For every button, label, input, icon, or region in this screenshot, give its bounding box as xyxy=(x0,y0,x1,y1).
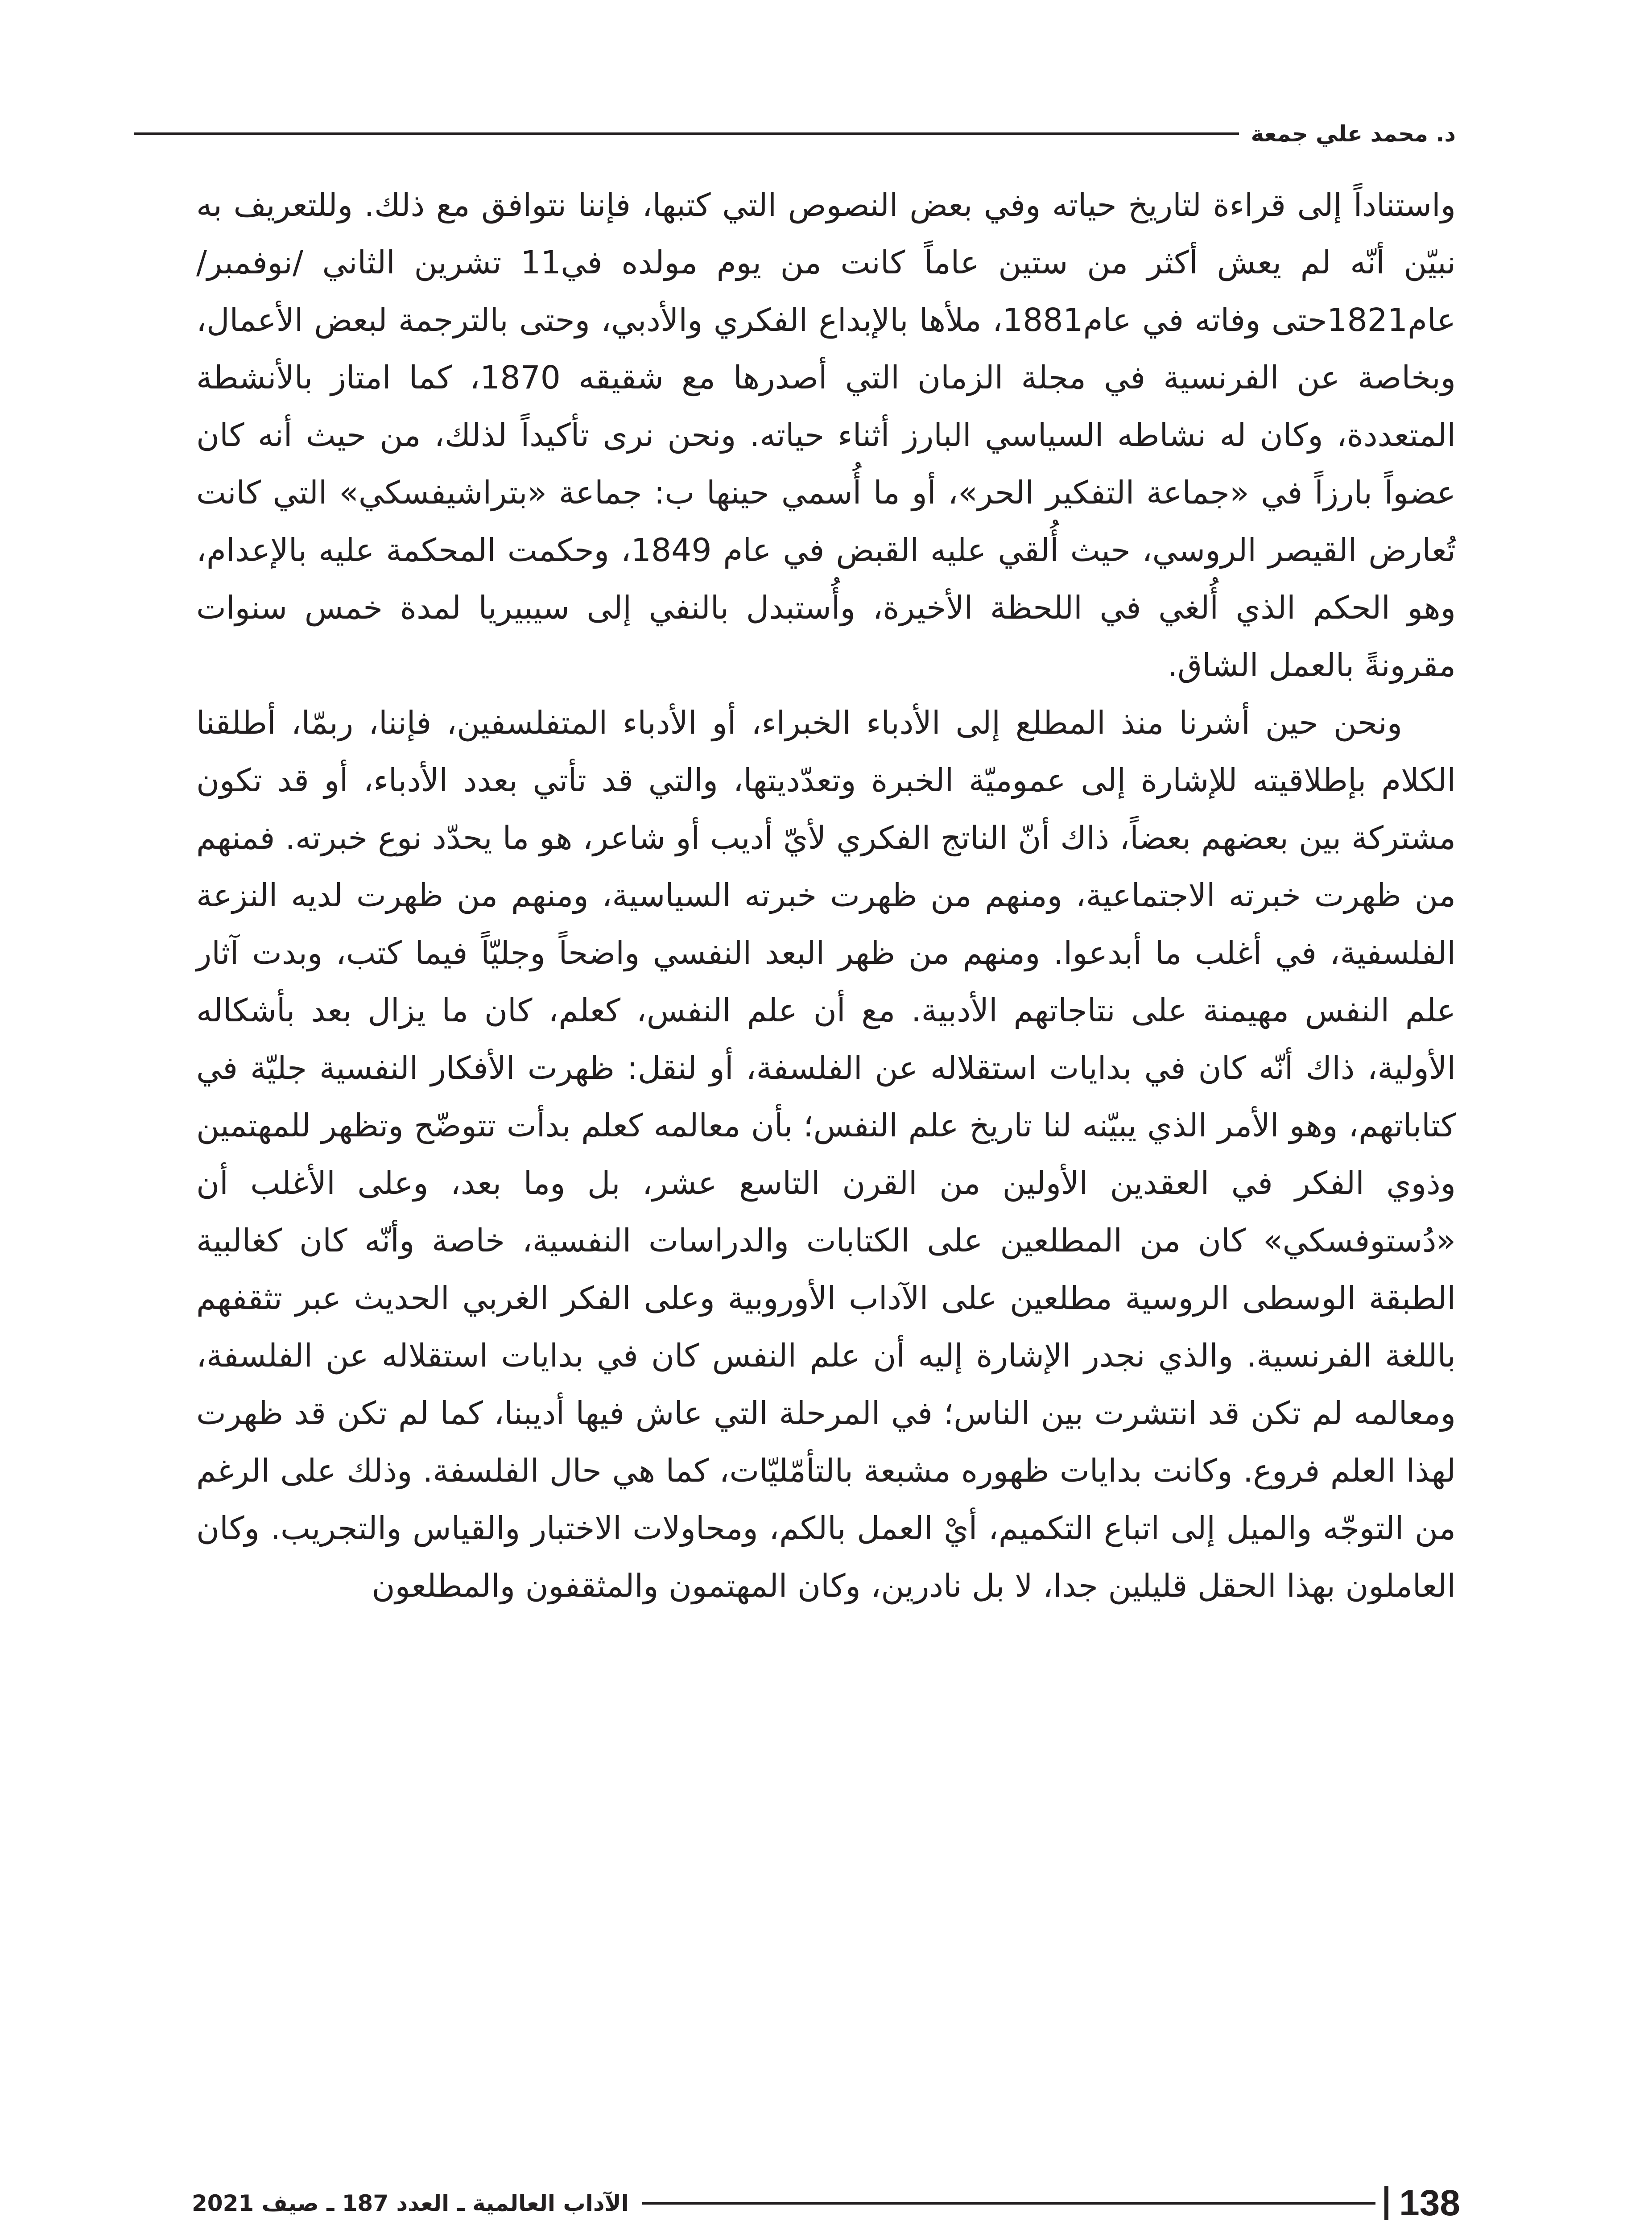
header-rule xyxy=(134,132,1239,135)
page-number: 138 xyxy=(1399,2183,1460,2223)
header-author: د. محمد علي جمعة xyxy=(1251,121,1456,147)
paragraph: واستناداً إلى قراءة لتاريخ حياته وفي بعض النصوص التي كتبها، فإننا نتوافق مع ذلك. وللتعريف به نبيّن أنّه لم يعش أكثر من ستين عاماً كانت من يوم مولده في11 تشرين الثاني /نوفمبر/ عام1821حتى وفاته في عام1881، ملأها بالإبداع الفكري والأدبي، وحتى بالترجمة لبعض الأعمال، وبخاصة عن الفرنسية في مجلة الزمان التي أصدرها مع شقيقه 1870، كما امتاز بالأنشطة المتعددة، وكان له نشاطه السياسي البارز أثناء حياته. ونحن نرى تأكيداً لذلك، من حيث أنه كان عضواً بارزاً في «جماعة التفكير الحر»، أو ما أُسمي حينها ب: جماعة «بتراشيفسكي» التي كانت تُعارض القيصر الروسي، حيث أُلقي عليه القبض في عام 1849، وحكمت المحكمة عليه بالإعدام، وهو الحكم الذي أُلغي في اللحظة الأخيرة، وأُستبدل بالنفي إلى سيبيريا لمدة خمس سنوات مقرونةً بالعمل الشاق. xyxy=(196,186,1456,684)
footer-rule xyxy=(642,2202,1375,2205)
article-body xyxy=(196,176,1456,1615)
running-header xyxy=(134,114,1456,154)
page-number-bar xyxy=(1384,2186,1388,2220)
paragraph: ونحن حين أشرنا منذ المطلع إلى الأدباء الخبراء، أو الأدباء المتفلسفين، فإننا، ربمّا، أطلقنا الكلام بإطلاقيته للإشارة إلى عموميّة الخبرة وتعدّديتها، والتي قد تأتي بعدد الأدباء، أو قد تكون مشتركة بين بعضهم بعضاً، ذاك أنّ الناتج الفكري لأيّ أديب أو شاعر، هو ما يحدّد نوع خبرته. فمنهم من ظهرت خبرته الاجتماعية، ومنهم من ظهرت خبرته السياسية، ومنهم من ظهرت لديه النزعة الفلسفية، في أغلب ما أبدعوا. ومنهم من ظهر البعد النفسي واضحاً وجليّاً فيما كتب، وبدت آثار علم النفس مهيمنة على نتاجاتهم الأدبية. مع أن علم النفس، كعلم، كان ما يزال بعد بأشكاله الأولية، ذاك أنّه كان في بدايات استقلاله عن الفلسفة، أو لنقل: ظهرت الأفكار النفسية جليّة في كتاباتهم، وهو الأمر الذي يبيّنه لنا تاريخ علم النفس؛ بأن معالمه كعلم بدأت تتوضّح وتظهر للمهتمين وذوي الفكر في العقدين الأولين من القرن التاسع عشر، بل وما بعد، وعلى الأغلب أن «دُستوفسكي» كان من المطلعين على الكتابات والدراسات النفسية، خاصة وأنّه كان كغالبية الطبقة الوسطى الروسية مطلعين على الآداب الأوروبية وعلى الفكر الغربي الحديث عبر تثقفهم باللغة الفرنسية. والذي نجدر الإشارة إليه أن علم النفس كان في بدايات استقلاله عن الفلسفة، ومعالمه لم تكن قد انتشرت بين الناس؛ في المرحلة التي عاش فيها أديبنا، كما لم تكن قد ظهرت لهذا العلم فروع. وكانت بدايات ظهوره مشبعة بالتأمّليّات، كما هي حال الفلسفة. وذلك على الرغم من التوجّه والميل إلى اتباع التكميم، أيْ العمل بالكم، ومحاولات الاختبار والقياس والتجريب. وكان العاملون بهذا الحقل قليلين جدا، لا بل نادرين، وكان المهتمون والمثقفون والمطلعون xyxy=(196,704,1456,1604)
journal-issue: الآداب العالمية ـ العدد 187 ـ صيف 2021 xyxy=(192,2190,629,2216)
running-footer xyxy=(192,2179,1460,2228)
